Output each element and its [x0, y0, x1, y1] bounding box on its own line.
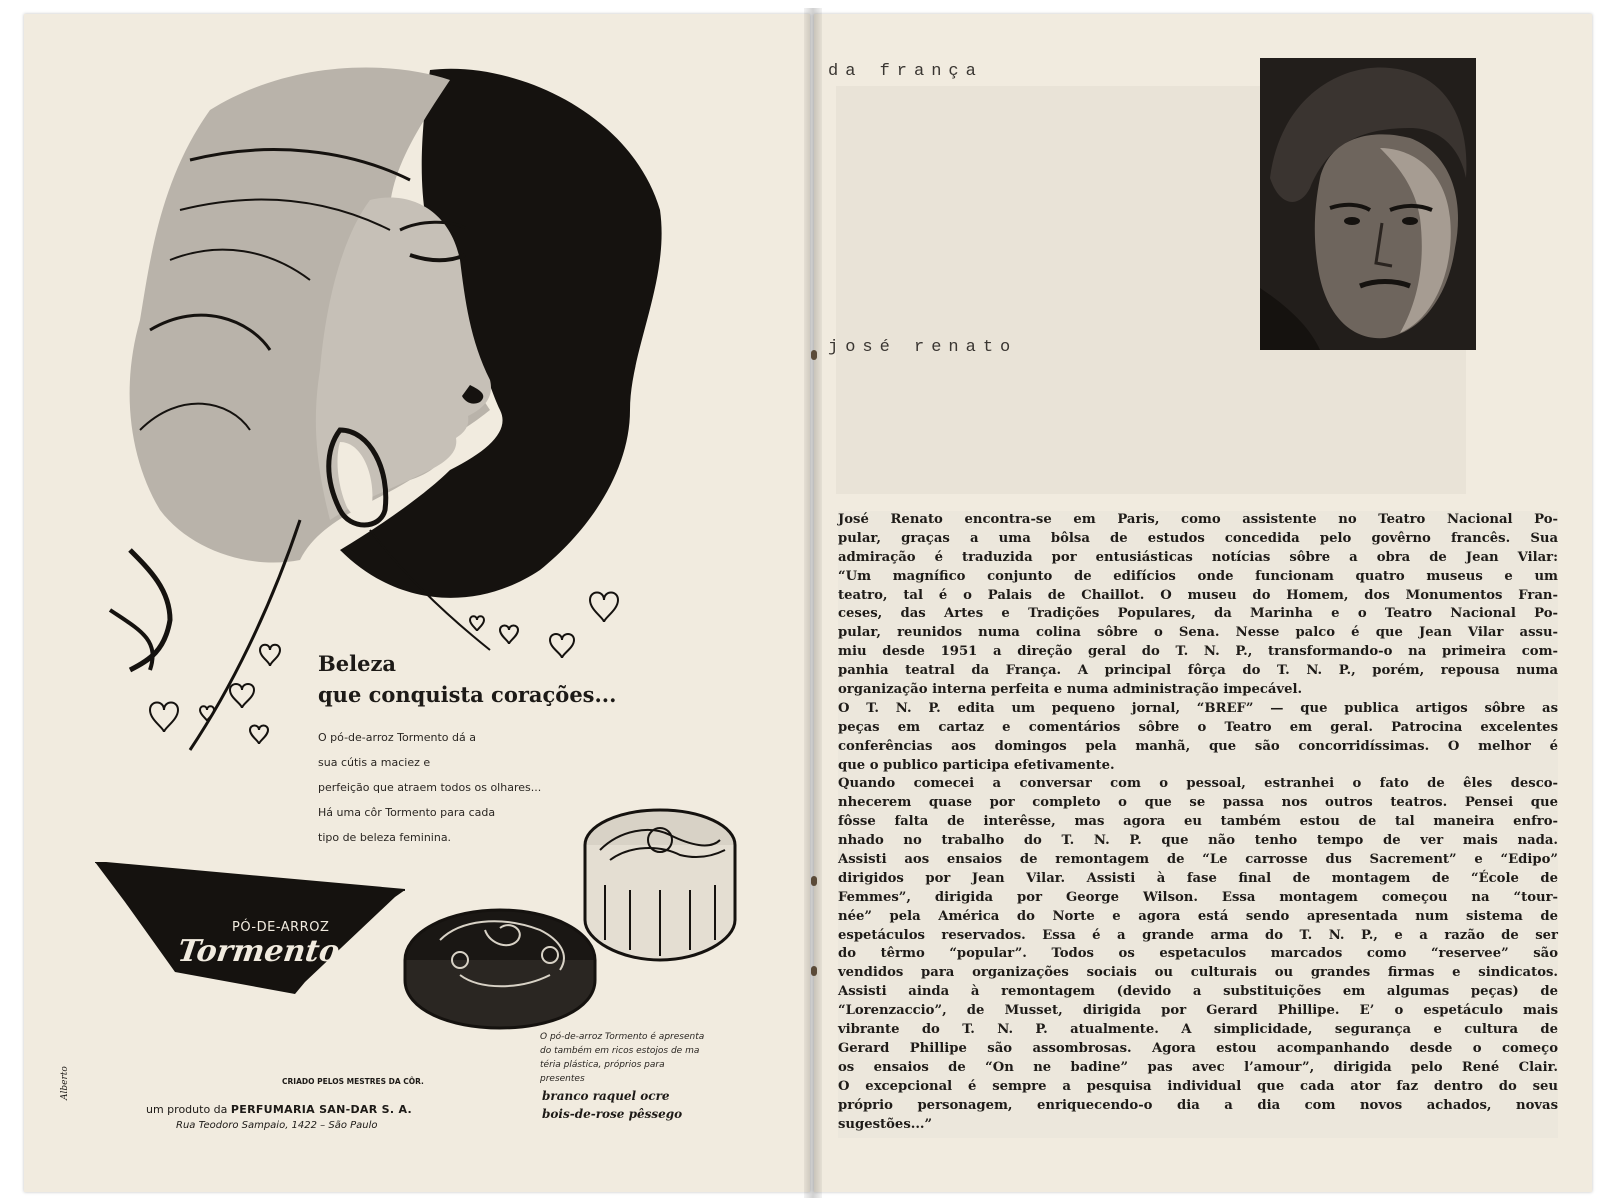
article-line: que o publico participa efetivamente. — [838, 757, 1115, 773]
binding-stitch — [811, 966, 817, 976]
ad-body-line: O pó-de-arroz Tormento dá a — [318, 731, 476, 744]
article-line: Gerard Phillipe são assombrosas. Agora estou acompanhando desde o começo — [838, 1040, 1558, 1056]
ad-headline — [318, 648, 616, 710]
article-line: os ensaios de “On ne badine” pas avec l’amour”, dirigida pelo René Clair. — [838, 1059, 1558, 1075]
article-line: do têrmo “popular”. Todos os espetaculos marcados como “reservee” são — [838, 946, 1558, 962]
maker-line — [146, 1103, 412, 1116]
article-line: organização interna perfeita e numa administração impecável. — [838, 682, 1303, 698]
ad-footnote — [540, 1030, 710, 1086]
maker-company: PERFUMARIA SAN-DAR S. A. — [230, 1103, 412, 1116]
article-line: fôsse falta de interêsse, mas agora eu também estou de tal maneira enfro- — [838, 814, 1558, 830]
artist-signature: Alberto — [60, 1066, 70, 1100]
article-line: miu desde 1951 a direção geral do T. N. P., transformando-o na primeira com- — [838, 644, 1558, 660]
page-gutter — [804, 8, 822, 1198]
section-title: da frança — [828, 62, 983, 81]
ad-body-line: Há uma côr Tormento para cada — [318, 806, 496, 819]
maker-address: Rua Teodoro Sampaio, 1422 – São Paulo — [176, 1120, 378, 1131]
ad-headline-line: Beleza — [318, 651, 396, 676]
creator-tagline: CRIADO PELOS MESTRES DA CÔR. — [282, 1077, 424, 1086]
ad-body-line: perfeição que atraem todos os olhares... — [318, 781, 542, 794]
maker-prefix: um produto da — [146, 1103, 228, 1116]
article-line: Femmes”, dirigida por George Wilson. Essa montagem começou na “tour- — [838, 889, 1558, 905]
article-body — [838, 511, 1558, 1138]
ad-body-line: sua cútis a maciez e — [318, 756, 431, 769]
author-portrait-photo — [1260, 58, 1476, 350]
article-line: nhado no trabalho do T. N. P. que não tenho tempo de ver mais nada. — [838, 833, 1558, 849]
article-line: sugestões...” — [838, 1116, 933, 1132]
article-line: ceses, das Artes e Tradições Populares, da Marinha e o Teatro Nacional Po- — [838, 606, 1558, 622]
article-line: pular, graças a uma bôlsa de estudos concedida pelo govêrno francês. Sua — [838, 530, 1558, 546]
article-line: née” pela América do Norte e agora está sendo apresentada num sistema de — [838, 908, 1558, 924]
article-line: peças em cartaz e comentários sôbre o Teatro em geral. Patrocina excelentes — [838, 719, 1558, 735]
article-line: conferências aos domingos pela manhã, que são concorridíssimas. O melhor é — [838, 738, 1558, 754]
ad-footnote-line: do também em ricos estojos de ma — [540, 1046, 700, 1056]
shade-list — [542, 1087, 682, 1123]
article-line: panhia teatral da França. A principal fôrça do T. N. P., porém, repousa numa — [838, 663, 1558, 679]
article-line: Quando comecei a conversar com o pessoal, estranhei o fato de êles desco- — [838, 776, 1558, 792]
article-line: admiração é traduzida por entusiásticas notícias sôbre a obra de Jean Vilar: — [838, 549, 1558, 565]
article-line: vibrante do T. N. P. atualmente. A simplicidade, segurança e cultura de — [838, 1022, 1558, 1038]
article-line: José Renato encontra-se em Paris, como assistente no Teatro Nacional Po- — [838, 512, 1558, 527]
article-line: O T. N. P. edita um pequeno jornal, “BREF” — que publica artigos sôbre as — [838, 700, 1558, 716]
shade-line: bois-de-rose pêssego — [542, 1107, 683, 1121]
portrait-image — [1260, 58, 1476, 350]
article-line: nhecerem quase por completo o que se passa nos outros teatros. Pensei que — [838, 795, 1558, 811]
article-line: Assisti ainda à remontagem (devido a substituições em algumas peças) de — [838, 984, 1558, 1000]
article-line: O excepcional é sempre a pesquisa individual que cada ator faz dentro do seu — [838, 1078, 1558, 1094]
shade-line: branco raquel ocre — [542, 1089, 670, 1103]
brand-logo: Tormento — [175, 934, 342, 969]
ad-footnote-line: téria plástica, próprios para presentes — [540, 1060, 665, 1084]
article-line: espetáculos reservados. Essa é a grande arma do T. N. P., e a razão de ser — [838, 927, 1558, 943]
ad-headline-line: que conquista corações... — [318, 682, 617, 707]
banner-product-type: PÓ-DE-ARROZ — [232, 920, 330, 935]
article-line: teatro, tal é o Palais de Chaillot. O museu do Homem, dos Monumentos Fran- — [838, 587, 1558, 603]
ad-body-line: tipo de beleza feminina. — [318, 831, 452, 844]
ad-footnote-line: O pó-de-arroz Tormento é apresenta — [540, 1032, 705, 1042]
author-name: josé renato — [828, 338, 1018, 357]
powder-compacts-illustration — [400, 790, 740, 1030]
article-line: “Um magnífico conjunto de edifícios onde funcionam quatro museus e um — [838, 568, 1558, 584]
article-line: dirigidos por Jean Vilar. Assisti à fase final de montagem de “École de — [838, 870, 1558, 886]
article-line: vendidos para organizações sociais ou culturais ou grandes firmas e sindicatos. — [838, 965, 1558, 981]
binding-stitch — [811, 876, 817, 886]
article-line: Assisti aos ensaios de remontagem de “Le carrosse dus Sacrement” e “Edipo” — [838, 852, 1558, 868]
article-line: “Lorenzaccio”, de Musset, dirigida por Gerard Phillipe. E’ o espetáculo mais — [838, 1003, 1558, 1019]
article-line: pular, reunidos numa colina sôbre o Sena. Nesse palco é que Jean Vilar assu- — [838, 625, 1558, 641]
article-line: próprio personagem, enriquecendo-o dia a dia com novos achados, novas — [838, 1097, 1558, 1113]
binding-stitch — [811, 350, 817, 360]
